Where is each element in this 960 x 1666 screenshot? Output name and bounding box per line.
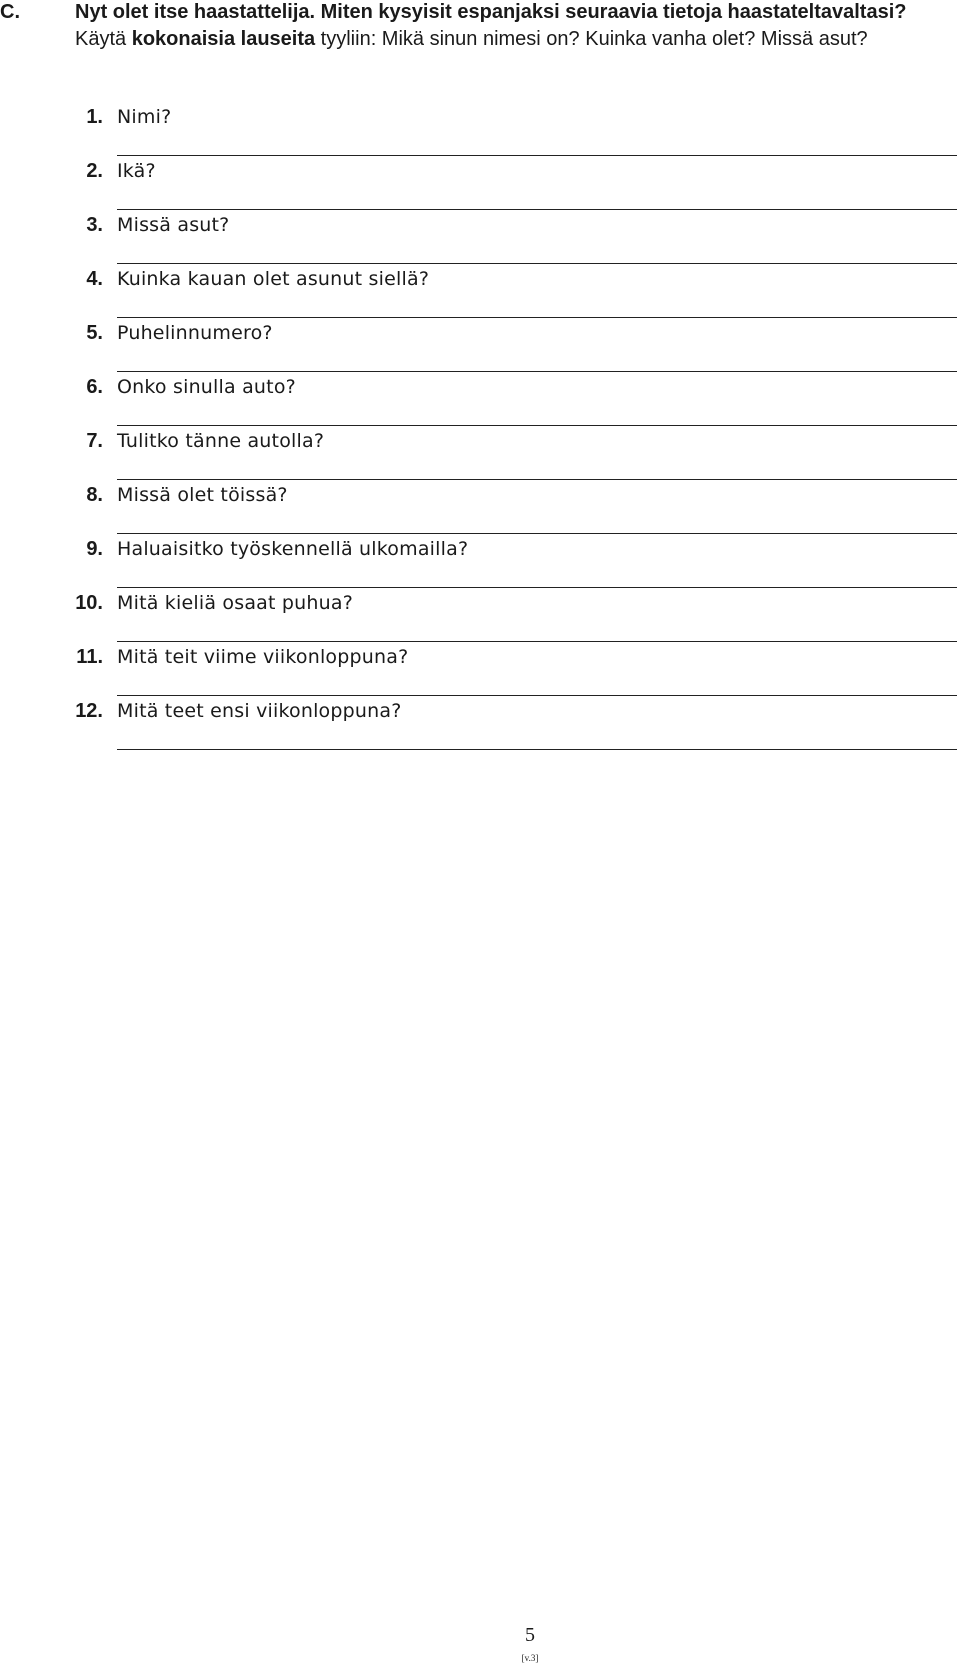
question-item bbox=[0, 699, 960, 753]
answer-line[interactable] bbox=[117, 263, 957, 264]
question-number: 2. bbox=[86, 160, 103, 182]
instruction-bold: kokonaisia lauseita bbox=[131, 28, 316, 50]
answer-line[interactable] bbox=[117, 587, 957, 588]
question-item bbox=[0, 321, 960, 375]
instruction-part-2: tyyliin: Mikä sinun nimesi on? Kuinka vanha olet? Missä asut? bbox=[315, 28, 868, 50]
question-text: Tulitko tänne autolla? bbox=[117, 430, 325, 452]
question-number: 11. bbox=[76, 646, 103, 668]
question-text: Missä asut? bbox=[117, 214, 230, 236]
question-text: Puhelinnumero? bbox=[117, 322, 273, 344]
question-text: Mitä kieliä osaat puhua? bbox=[117, 592, 354, 614]
instruction-part-1: Käytä bbox=[75, 28, 132, 50]
answer-line[interactable] bbox=[117, 371, 957, 372]
answer-line[interactable] bbox=[117, 695, 957, 696]
question-number: 3. bbox=[86, 214, 103, 236]
question-item bbox=[0, 375, 960, 429]
question-number: 9. bbox=[86, 538, 103, 560]
question-number: 7. bbox=[86, 430, 103, 452]
question-item bbox=[0, 429, 960, 483]
question-text: Mitä teit viime viikonloppuna? bbox=[117, 646, 409, 668]
section-letter: C. bbox=[0, 1, 20, 23]
answer-line[interactable] bbox=[117, 425, 957, 426]
answer-line[interactable] bbox=[117, 155, 957, 156]
instruction-text bbox=[75, 27, 955, 51]
question-text: Missä olet töissä? bbox=[117, 484, 288, 506]
question-text: Kuinka kauan olet asunut siellä? bbox=[117, 268, 430, 290]
question-number: 8. bbox=[86, 484, 103, 506]
question-item bbox=[0, 105, 960, 159]
question-number: 12. bbox=[75, 700, 103, 722]
question-text: Mitä teet ensi viikonloppuna? bbox=[117, 700, 402, 722]
question-number: 1. bbox=[86, 106, 103, 128]
question-list bbox=[0, 105, 960, 753]
question-item bbox=[0, 213, 960, 267]
question-item bbox=[0, 483, 960, 537]
question-number: 6. bbox=[86, 376, 103, 398]
answer-line[interactable] bbox=[117, 641, 957, 642]
question-text: Onko sinulla auto? bbox=[117, 376, 296, 398]
answer-line[interactable] bbox=[117, 209, 957, 210]
question-item bbox=[0, 267, 960, 321]
question-number: 4. bbox=[86, 268, 103, 290]
question-number: 5. bbox=[86, 322, 103, 344]
question-item bbox=[0, 645, 960, 699]
question-item bbox=[0, 537, 960, 591]
version-label: [v.3] bbox=[521, 1653, 539, 1663]
question-number: 10. bbox=[75, 592, 103, 614]
page-number: 5 bbox=[525, 1624, 535, 1646]
question-text: Nimi? bbox=[117, 106, 172, 128]
answer-line[interactable] bbox=[117, 479, 957, 480]
question-item bbox=[0, 159, 960, 213]
question-text: Haluaisitko työskennellä ulkomailla? bbox=[117, 538, 469, 560]
question-item bbox=[0, 591, 960, 645]
section-heading: Nyt olet itse haastattelija. Miten kysyisit espanjaksi seuraavia tietoja haastateltavaltasi? bbox=[75, 1, 907, 23]
answer-line[interactable] bbox=[117, 533, 957, 534]
answer-line[interactable] bbox=[117, 317, 957, 318]
question-text: Ikä? bbox=[117, 160, 156, 182]
answer-line[interactable] bbox=[117, 749, 957, 750]
